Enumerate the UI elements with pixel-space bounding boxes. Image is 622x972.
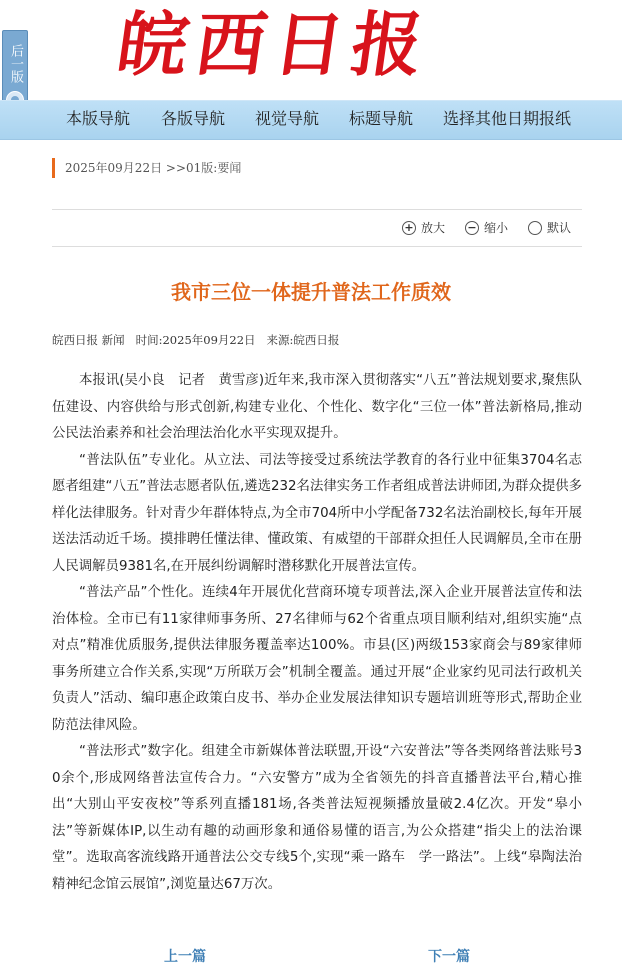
zoom-in-button[interactable] [402, 210, 445, 246]
next-page-tab[interactable] [2, 30, 28, 108]
article-title: 我市三位一体提升普法工作质效 [171, 280, 451, 304]
breadcrumb: 2025年09月22日 >>01版:要闻 [52, 158, 241, 178]
nav-other-dates[interactable]: 选择其他日期报纸 [443, 109, 572, 128]
zoom-out-label: 缩小 [484, 221, 509, 235]
default-label: 默认 [547, 221, 572, 235]
default-size-button[interactable] [528, 210, 571, 246]
next-article-link[interactable]: 下一篇 [428, 949, 470, 965]
nav-bar [0, 100, 622, 140]
header [0, 0, 622, 100]
font-size-toolbar [52, 209, 582, 247]
circle-icon [528, 221, 542, 235]
article-paragraph: “普法队伍”专业化。从立法、司法等接受过系统法学教育的各行业中征集3704名志愿者组建“八五”普法志愿者队伍,遴选232名法律实务工作者组成普法讲师团,为群众提供多样化法律服务。针对青少年群体特点,为全市704所中小学配备732名法治副校长,每年开展送法活动近千场。摸排聘任懂法律、懂政策、有威望的干部群众担任人民调解员,全市在册人民调解员9381名,在开展纠纷调解时潜移默化开展普法宣传。 [52, 452, 583, 574]
nav-visual[interactable]: 视觉导航 [255, 109, 320, 128]
article-paragraph: “普法产品”个性化。连续4年开展优化营商环境专项普法,深入企业开展普法宣传和法治体检。全市已有11家律师事务所、27名律师与62个省重点项目顺利结对,组织实施“点对点”精准优质服务,提供法律服务覆盖率达100%。市县(区)两级153家商会与89家律师事务所建立合作关系,实现“万所联万会”机制全覆盖。通过开展“企业家约见司法行政机关负责人”活动、编印惠企政策白皮书、举办企业发展法律知识专题培训班等形式,帮助企业防范法律风险。 [52, 585, 582, 733]
article-paragraph: 本报讯(吴小良 记者 黄雪彦)近年来,我市深入贯彻落实“八五”普法规划要求,聚焦队伍建设、内容供给与形式创新,构建专业化、个性化、数字化“三位一体”普法新格局,推动公民法治素养和社会治理法治化水平实现双提升。 [52, 373, 582, 441]
next-page-label: 后一版 [8, 43, 23, 83]
article-meta: 皖西日报 新闻 时间:2025年09月22日 来源:皖西日报 [52, 333, 340, 347]
plus-icon: + [402, 221, 416, 235]
minus-icon: − [465, 221, 479, 235]
article-paragraph: “普法形式”数字化。组建全市新媒体普法联盟,开设“六安普法”等各类网络普法账号30余个,形成网络普法宣传合力。“六安警方”成为全省领先的抖音直播普法平台,精心推出“大别山平安夜校”等系列直播181场,各类普法短视频播放量破2.4亿次。开发“皋小法”等新媒体IP,以生动有趣的动画形象和通俗易懂的语言,为公众搭建“指尖上的法治课堂”。选取高客流线路开通普法公交专线5个,实现“乘一路车 学一路法”。上线“皋陶法治精神纪念馆云展馆”,浏览量达67万次。 [52, 744, 582, 892]
nav-page-guide[interactable]: 本版导航 [66, 109, 131, 128]
zoom-in-label: 放大 [421, 221, 446, 235]
prev-article-link[interactable]: 上一篇 [164, 949, 206, 965]
zoom-out-button[interactable] [465, 210, 508, 246]
newspaper-masthead: 皖西日报 [112, 3, 436, 86]
nav-all-pages[interactable]: 各版导航 [161, 109, 226, 128]
article-body [52, 368, 582, 898]
nav-headlines[interactable]: 标题导航 [349, 109, 414, 128]
